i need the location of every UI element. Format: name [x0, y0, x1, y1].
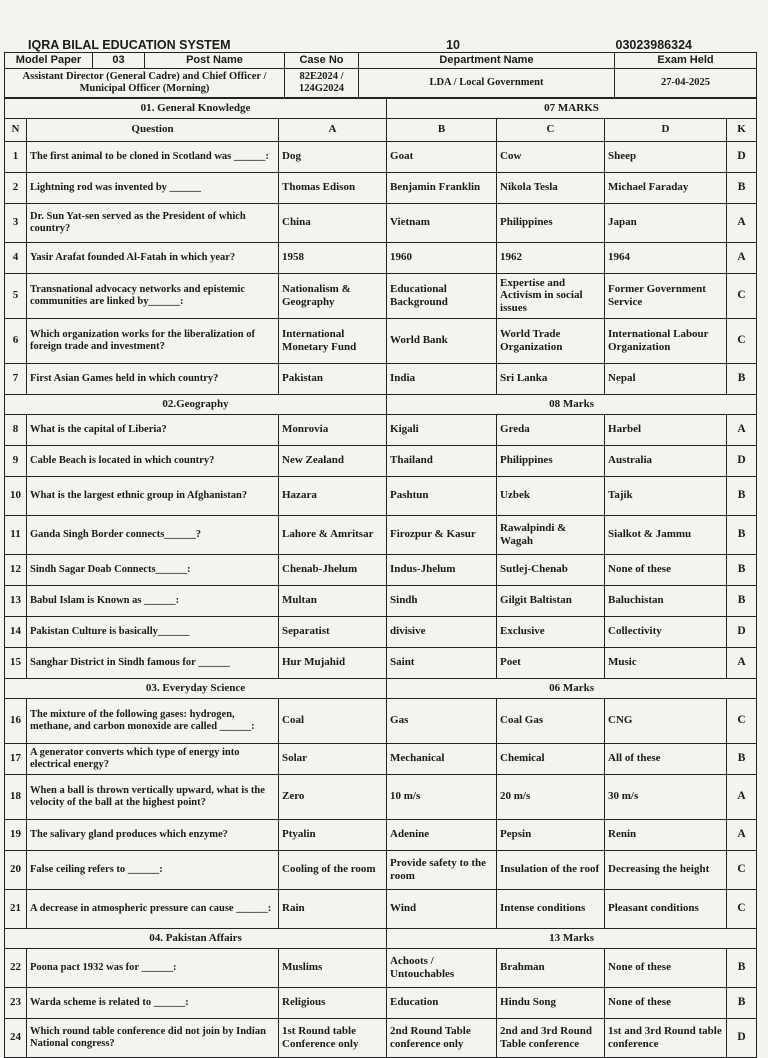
option-c: Cow	[497, 141, 605, 172]
question-text: The first animal to be cloned in Scotland was ______:	[27, 141, 279, 172]
question-row	[5, 476, 757, 515]
option-b: 1960	[387, 242, 497, 273]
question-text: Pakistan Culture is basically______	[27, 616, 279, 647]
column-header-question: Question	[27, 118, 279, 141]
column-header-n: N	[5, 118, 27, 141]
option-b: divisive	[387, 616, 497, 647]
department-name-label: Department Name	[359, 53, 615, 69]
department-name-value: LDA / Local Government	[359, 68, 615, 97]
option-d: Pleasant conditions	[605, 889, 727, 928]
answer-key: B	[727, 743, 757, 774]
answer-key: D	[727, 445, 757, 476]
question-row	[5, 414, 757, 445]
question-row	[5, 242, 757, 273]
option-a: Monrovia	[279, 414, 387, 445]
option-a: 1958	[279, 242, 387, 273]
question-text: The mixture of the following gases: hydrogen, methane, and carbon monoxide are called ______:	[27, 698, 279, 743]
question-number: 10	[5, 476, 27, 515]
question-text: Poona pact 1932 was for ______:	[27, 948, 279, 987]
option-b: World Bank	[387, 318, 497, 363]
option-d: CNG	[605, 698, 727, 743]
option-c: Pepsin	[497, 819, 605, 850]
question-number: 17	[5, 743, 27, 774]
section-title: 03. Everyday Science	[5, 678, 387, 698]
question-text: A generator converts which type of energy into electrical energy?	[27, 743, 279, 774]
option-a: International Monetary Fund	[279, 318, 387, 363]
question-number: 23	[5, 987, 27, 1018]
phone-number: 03023986324	[615, 38, 692, 52]
option-c: Intense conditions	[497, 889, 605, 928]
section-header-row	[5, 678, 757, 698]
question-number: 4	[5, 242, 27, 273]
option-b: Vietnam	[387, 203, 497, 242]
question-text: Warda scheme is related to ______:	[27, 987, 279, 1018]
option-a: Dog	[279, 141, 387, 172]
option-d: 30 m/s	[605, 774, 727, 819]
question-row	[5, 445, 757, 476]
column-header-c: C	[497, 118, 605, 141]
question-row	[5, 987, 757, 1018]
question-number: 8	[5, 414, 27, 445]
section-title: 04. Pakistan Affairs	[5, 928, 387, 948]
option-a: Coal	[279, 698, 387, 743]
option-d: Former Government Service	[605, 273, 727, 318]
option-b: Achoots / Untouchables	[387, 948, 497, 987]
column-header-d: D	[605, 118, 727, 141]
option-d: None of these	[605, 948, 727, 987]
option-d: Sheep	[605, 141, 727, 172]
option-a: Chenab-Jhelum	[279, 554, 387, 585]
answer-key: B	[727, 476, 757, 515]
option-d: Tajik	[605, 476, 727, 515]
question-text: What is the largest ethnic group in Afghanistan?	[27, 476, 279, 515]
option-a: Hazara	[279, 476, 387, 515]
answer-key: C	[727, 889, 757, 928]
option-b: Gas	[387, 698, 497, 743]
question-row	[5, 318, 757, 363]
option-c: Philippines	[497, 203, 605, 242]
section-header-row	[5, 928, 757, 948]
answer-key: C	[727, 273, 757, 318]
option-b: 10 m/s	[387, 774, 497, 819]
option-b: Kigali	[387, 414, 497, 445]
question-number: 20	[5, 850, 27, 889]
option-c: World Trade Organization	[497, 318, 605, 363]
question-number: 9	[5, 445, 27, 476]
exam-page	[4, 0, 756, 1058]
section-header-row	[5, 394, 757, 414]
question-row	[5, 141, 757, 172]
option-c: Greda	[497, 414, 605, 445]
answer-key: B	[727, 172, 757, 203]
answer-key: B	[727, 987, 757, 1018]
option-d: Music	[605, 647, 727, 678]
option-b: Benjamin Franklin	[387, 172, 497, 203]
question-text: Lightning rod was invented by ______	[27, 172, 279, 203]
option-d: International Labour Organization	[605, 318, 727, 363]
exam-held-label: Exam Held	[615, 53, 757, 69]
answer-key: D	[727, 1018, 757, 1057]
option-a: Zero	[279, 774, 387, 819]
question-number: 24	[5, 1018, 27, 1057]
question-text: Cable Beach is located in which country?	[27, 445, 279, 476]
option-a: Lahore & Amritsar	[279, 515, 387, 554]
option-b: Sindh	[387, 585, 497, 616]
question-number: 14	[5, 616, 27, 647]
option-d: All of these	[605, 743, 727, 774]
answer-key: B	[727, 585, 757, 616]
question-number: 12	[5, 554, 27, 585]
question-text: Sindh Sagar Doab Connects______:	[27, 554, 279, 585]
option-c: Coal Gas	[497, 698, 605, 743]
question-row	[5, 850, 757, 889]
option-b: 2nd Round Table conference only	[387, 1018, 497, 1057]
answer-key: B	[727, 948, 757, 987]
option-c: Philippines	[497, 445, 605, 476]
option-b: Educational Background	[387, 273, 497, 318]
post-name-label: Post Name	[145, 53, 285, 69]
answer-key: A	[727, 242, 757, 273]
option-d: Renin	[605, 819, 727, 850]
question-text: When a ball is thrown vertically upward, what is the velocity of the ball at the highest point?	[27, 774, 279, 819]
option-c: 20 m/s	[497, 774, 605, 819]
section-marks: 06 Marks	[387, 678, 757, 698]
option-a: China	[279, 203, 387, 242]
option-a: Hur Mujahid	[279, 647, 387, 678]
answer-key: A	[727, 819, 757, 850]
question-number: 15	[5, 647, 27, 678]
option-d: 1st and 3rd Round table conference	[605, 1018, 727, 1057]
question-row	[5, 616, 757, 647]
option-b: India	[387, 363, 497, 394]
option-a: New Zealand	[279, 445, 387, 476]
question-text: False ceiling refers to ______:	[27, 850, 279, 889]
option-d: Collectivity	[605, 616, 727, 647]
option-c: Exclusive	[497, 616, 605, 647]
question-number: 18	[5, 774, 27, 819]
case-no-value: 82E2024 / 124G2024	[285, 68, 359, 97]
option-c: Rawalpindi & Wagah	[497, 515, 605, 554]
option-c: Nikola Tesla	[497, 172, 605, 203]
option-b: Thailand	[387, 445, 497, 476]
option-d: Baluchistan	[605, 585, 727, 616]
answer-key: C	[727, 850, 757, 889]
question-row	[5, 698, 757, 743]
option-d: None of these	[605, 554, 727, 585]
option-d: Harbel	[605, 414, 727, 445]
question-text: First Asian Games held in which country?	[27, 363, 279, 394]
option-c: Insulation of the roof	[497, 850, 605, 889]
question-number: 3	[5, 203, 27, 242]
question-number: 16	[5, 698, 27, 743]
question-number: 6	[5, 318, 27, 363]
answer-key: B	[727, 363, 757, 394]
question-row	[5, 647, 757, 678]
option-c: Sri Lanka	[497, 363, 605, 394]
option-b: Saint	[387, 647, 497, 678]
option-d: 1964	[605, 242, 727, 273]
question-number: 2	[5, 172, 27, 203]
option-b: Mechanical	[387, 743, 497, 774]
section-header-row	[5, 98, 757, 118]
question-text: Dr. Sun Yat-sen served as the President of which country?	[27, 203, 279, 242]
section-title: 02.Geography	[5, 394, 387, 414]
option-b: Education	[387, 987, 497, 1018]
option-a: Multan	[279, 585, 387, 616]
question-number: 21	[5, 889, 27, 928]
question-text: Which organization works for the liberalization of foreign trade and investment?	[27, 318, 279, 363]
option-b: Provide safety to the room	[387, 850, 497, 889]
option-c: Chemical	[497, 743, 605, 774]
answer-key: A	[727, 414, 757, 445]
section-title: 01. General Knowledge	[5, 98, 387, 118]
option-a: Muslims	[279, 948, 387, 987]
option-a: Nationalism & Geography	[279, 273, 387, 318]
option-d: None of these	[605, 987, 727, 1018]
question-row	[5, 515, 757, 554]
question-text: Ganda Singh Border connects______?	[27, 515, 279, 554]
option-a: Religious	[279, 987, 387, 1018]
questions-table	[4, 98, 757, 1058]
option-c: Hindu Song	[497, 987, 605, 1018]
option-d: Michael Faraday	[605, 172, 727, 203]
model-paper-number: 03	[93, 53, 145, 69]
question-row	[5, 948, 757, 987]
institute-name: IQRA BILAL EDUCATION SYSTEM	[28, 38, 231, 52]
section-marks: 07 MARKS	[387, 98, 757, 118]
option-d: Australia	[605, 445, 727, 476]
question-text: Transnational advocacy networks and epistemic communities are linked by______:	[27, 273, 279, 318]
option-b: Firozpur & Kasur	[387, 515, 497, 554]
option-d: Sialkot & Jammu	[605, 515, 727, 554]
option-a: Pakistan	[279, 363, 387, 394]
answer-key: A	[727, 647, 757, 678]
page-number: 10	[446, 38, 460, 52]
post-name-value: Assistant Director (General Cadre) and Chief Officer / Municipal Officer (Morning)	[5, 68, 285, 97]
option-b: Wind	[387, 889, 497, 928]
column-header-row	[5, 118, 757, 141]
question-number: 19	[5, 819, 27, 850]
option-c: Gilgit Baltistan	[497, 585, 605, 616]
question-row	[5, 203, 757, 242]
exam-held-value: 27-04-2025	[615, 68, 757, 97]
question-row	[5, 819, 757, 850]
section-marks: 08 Marks	[387, 394, 757, 414]
option-d: Nepal	[605, 363, 727, 394]
option-b: Adenine	[387, 819, 497, 850]
option-c: Poet	[497, 647, 605, 678]
option-b: Pashtun	[387, 476, 497, 515]
answer-key: A	[727, 774, 757, 819]
answer-key: A	[727, 203, 757, 242]
question-number: 13	[5, 585, 27, 616]
question-row	[5, 273, 757, 318]
answer-key: C	[727, 318, 757, 363]
question-row	[5, 774, 757, 819]
question-row	[5, 363, 757, 394]
question-text: Yasir Arafat founded Al-Fatah in which year?	[27, 242, 279, 273]
case-no-label: Case No	[285, 53, 359, 69]
question-text: Which round table conference did not join by Indian National congress?	[27, 1018, 279, 1057]
question-row	[5, 743, 757, 774]
option-a: Thomas Edison	[279, 172, 387, 203]
question-text: A decrease in atmospheric pressure can cause ______:	[27, 889, 279, 928]
column-header-a: A	[279, 118, 387, 141]
question-row	[5, 554, 757, 585]
answer-key: D	[727, 616, 757, 647]
answer-key: C	[727, 698, 757, 743]
option-a: Cooling of the room	[279, 850, 387, 889]
option-b: Indus-Jhelum	[387, 554, 497, 585]
option-c: Brahman	[497, 948, 605, 987]
option-c: Sutlej-Chenab	[497, 554, 605, 585]
option-d: Decreasing the height	[605, 850, 727, 889]
option-a: 1st Round table Conference only	[279, 1018, 387, 1057]
question-row	[5, 585, 757, 616]
answer-key: B	[727, 554, 757, 585]
column-header-b: B	[387, 118, 497, 141]
question-row	[5, 889, 757, 928]
column-header-k: K	[727, 118, 757, 141]
option-a: Rain	[279, 889, 387, 928]
option-b: Goat	[387, 141, 497, 172]
page-top-line	[4, 36, 756, 52]
option-a: Separatist	[279, 616, 387, 647]
question-text: The salivary gland produces which enzyme?	[27, 819, 279, 850]
section-marks: 13 Marks	[387, 928, 757, 948]
option-c: 2nd and 3rd Round Table conference	[497, 1018, 605, 1057]
question-number: 5	[5, 273, 27, 318]
question-text: Babul Islam is Known as ______:	[27, 585, 279, 616]
model-paper-label: Model Paper	[5, 53, 93, 69]
question-text: What is the capital of Liberia?	[27, 414, 279, 445]
answer-key: B	[727, 515, 757, 554]
question-number: 1	[5, 141, 27, 172]
option-a: Ptyalin	[279, 819, 387, 850]
option-c: 1962	[497, 242, 605, 273]
option-a: Solar	[279, 743, 387, 774]
option-d: Japan	[605, 203, 727, 242]
question-row	[5, 172, 757, 203]
option-c: Uzbek	[497, 476, 605, 515]
question-number: 11	[5, 515, 27, 554]
option-c: Expertise and Activism in social issues	[497, 273, 605, 318]
question-number: 7	[5, 363, 27, 394]
question-text: Sanghar District in Sindh famous for ______	[27, 647, 279, 678]
answer-key: D	[727, 141, 757, 172]
question-number: 22	[5, 948, 27, 987]
paper-header-table	[4, 52, 757, 98]
